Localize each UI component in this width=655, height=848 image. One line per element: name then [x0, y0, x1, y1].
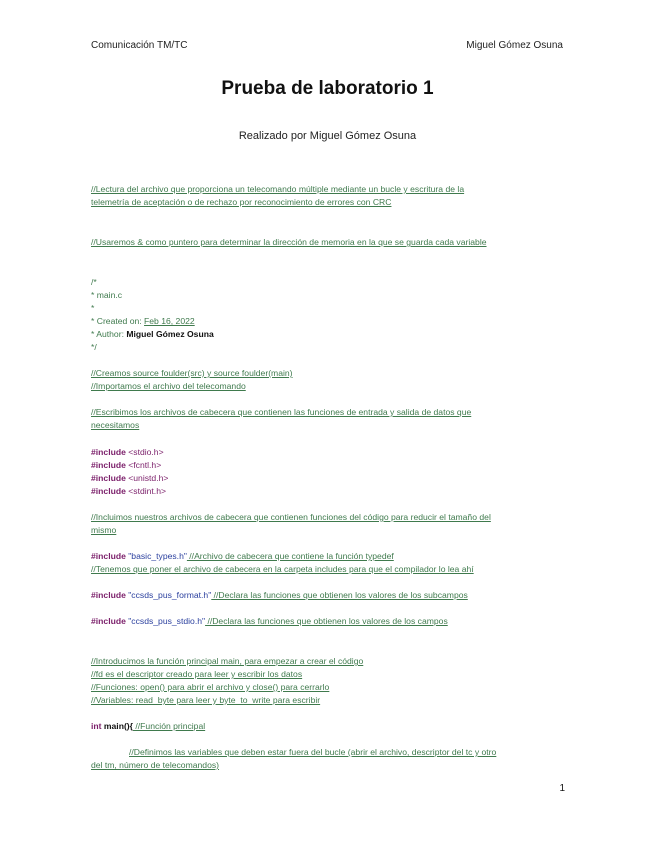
- comment-line: //Variables: read_byte para leer y byte_to_write para escribir: [91, 695, 321, 705]
- comment-line: //Lectura del archivo que proporciona un telecomando múltiple mediante un bucle y escritura de la: [91, 184, 465, 194]
- comment-line: //Tenemos que poner el archivo de cabecera en la carpeta includes para que el compilador lo lea ahí: [91, 564, 474, 574]
- include-pus-format: [91, 589, 567, 602]
- block-comment-line: *: [91, 303, 95, 313]
- main-signature: [91, 720, 567, 733]
- document-title: Prueba de laboratorio 1: [221, 78, 434, 99]
- include-file: "basic_types.h": [128, 551, 187, 561]
- block-comment-line: /*: [91, 277, 97, 287]
- comment-main: [91, 655, 567, 707]
- comment-variables: [91, 746, 567, 772]
- code-line: [91, 720, 567, 733]
- include-keyword: #include: [91, 460, 129, 470]
- comment-own-headers: [91, 511, 567, 537]
- comment-line: //Funciones: open() para abrir el archivo y close() para cerrarlo: [91, 682, 330, 692]
- comment-line: //Introducimos la función principal main, para empezar a crear el código: [91, 656, 364, 666]
- int-keyword: int: [91, 721, 102, 731]
- author-value: Miguel Gómez Osuna: [126, 329, 214, 339]
- comment-pointer: [91, 236, 567, 249]
- comment-line: del tm, número de telecomandos): [91, 760, 220, 770]
- page-number: 1: [559, 783, 565, 794]
- comment-line: //Usaremos & como puntero para determinar la dirección de memoria en la que se guarda cada variable: [91, 237, 487, 247]
- include-keyword: #include: [91, 473, 129, 483]
- comment-line: //Creamos source foulder(src) y source foulder(main): [91, 368, 293, 378]
- created-value: Feb 16, 2022: [144, 316, 195, 326]
- block-comment-line: [91, 315, 567, 328]
- block-comment-line: * main.c: [91, 290, 123, 300]
- header-comment-block: [91, 276, 567, 354]
- comment-line: //Importamos el archivo del telecomando: [91, 381, 246, 391]
- comment-intro: [91, 183, 567, 209]
- comment-line: mismo: [91, 525, 117, 535]
- include-line: [91, 472, 567, 485]
- main-comment: //Función principal: [133, 721, 206, 731]
- document-subtitle: Realizado por Miguel Gómez Osuna: [238, 130, 417, 142]
- comment-line: //Escribimos los archivos de cabecera que contienen las funciones de entrada y salida de datos que: [91, 407, 472, 417]
- include-comment: //Declara las funciones que obtienen los valores de los campos: [205, 616, 448, 626]
- created-label: * Created on:: [91, 316, 145, 326]
- include-keyword: #include: [91, 616, 129, 626]
- include-file: "ccsds_pus_format.h": [128, 590, 212, 600]
- include-line: [91, 589, 567, 602]
- include-line: [91, 446, 567, 459]
- include-keyword: #include: [91, 551, 129, 561]
- include-file: <stdio.h>: [128, 447, 164, 457]
- include-file: <unistd.h>: [128, 473, 169, 483]
- include-comment: //Archivo de cabecera que contiene la función typedef: [186, 551, 394, 561]
- include-comment: //Declara las funciones que obtienen los valores de los subcampos: [211, 590, 468, 600]
- include-file: "ccsds_pus_stdio.h": [128, 616, 206, 626]
- header-right: Miguel Gómez Osuna: [466, 40, 563, 51]
- comment-line: //fd es el descriptor creado para leer y escribir los datos: [91, 669, 303, 679]
- include-file: <stdint.h>: [128, 486, 166, 496]
- include-line: [91, 459, 567, 472]
- include-list: [91, 446, 567, 498]
- header-left: Comunicación TM/TC: [91, 40, 188, 51]
- comment-line: //Definimos las variables que deben estar fuera del bucle (abrir el archivo, descriptor del tc y otro: [129, 747, 497, 757]
- include-line: [91, 615, 567, 628]
- block-comment-line: */: [91, 342, 97, 352]
- include-keyword: #include: [91, 447, 129, 457]
- include-line: [91, 485, 567, 498]
- author-label: * Author:: [91, 329, 127, 339]
- comment-line: //Incluimos nuestros archivos de cabecera que contienen funciones del código para reducir el tamaño del: [91, 512, 491, 522]
- block-comment-line: [91, 328, 567, 341]
- include-keyword: #include: [91, 590, 129, 600]
- include-basic-types: [91, 550, 567, 576]
- main-function: main(){: [101, 721, 134, 731]
- include-file: <fcntl.h>: [128, 460, 162, 470]
- include-line: [91, 550, 567, 563]
- comment-headers: [91, 406, 567, 432]
- include-pus-stdio: [91, 615, 567, 628]
- comment-source: [91, 367, 567, 393]
- comment-line: telemetría de aceptación o de rechazo por reconocimiento de errores con CRC: [91, 197, 392, 207]
- comment-line: necesitamos: [91, 420, 140, 430]
- include-keyword: #include: [91, 486, 129, 496]
